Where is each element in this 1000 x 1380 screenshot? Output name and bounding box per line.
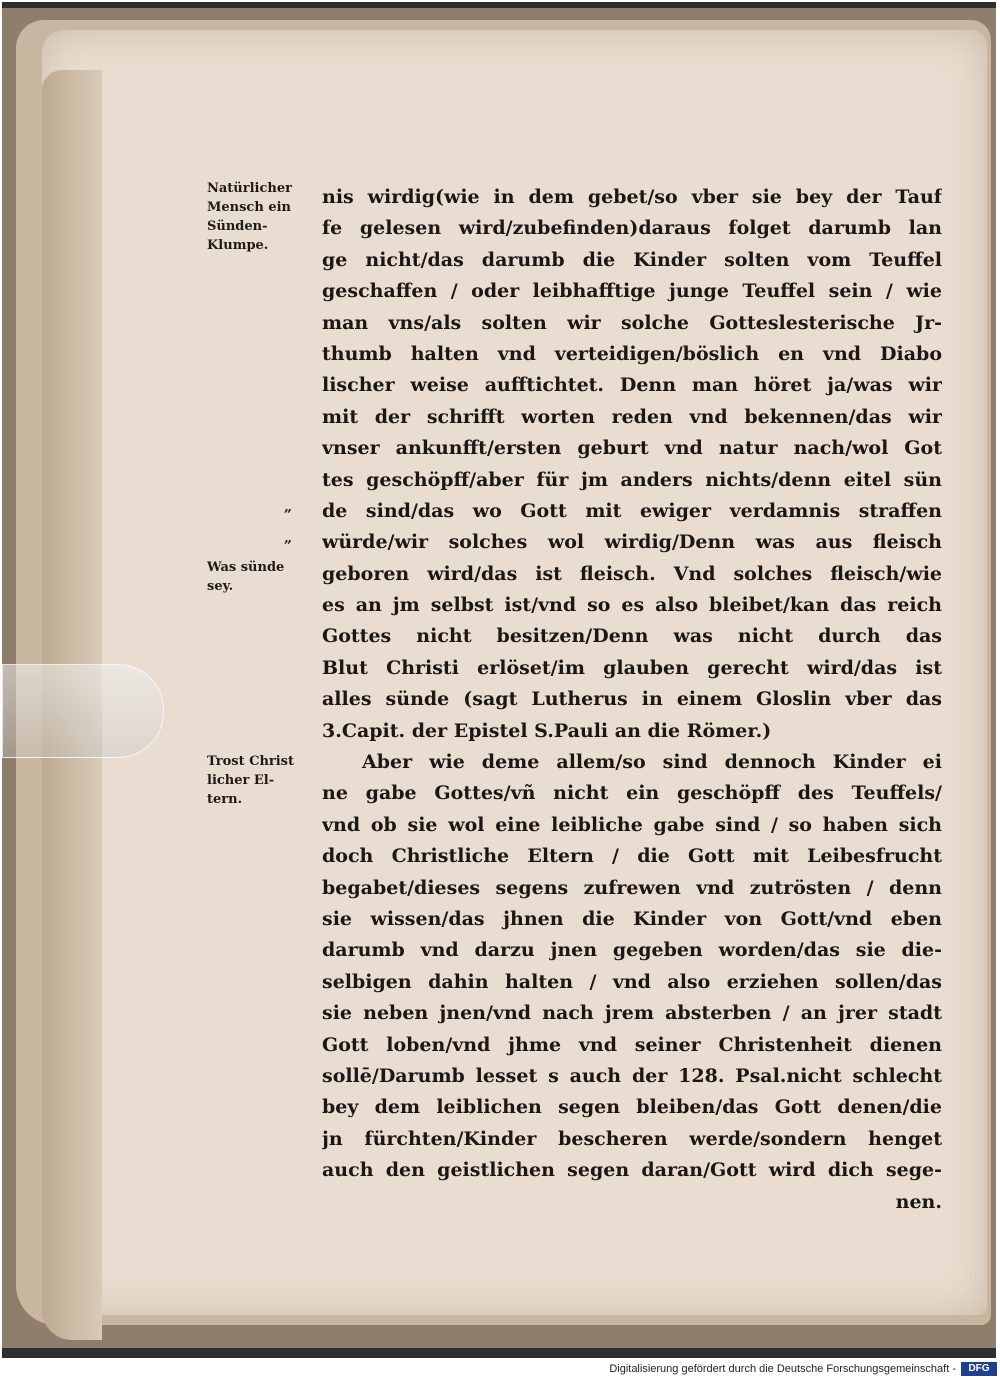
text-line: es an jm selbst ist/vnd so es also bleibet/kan das reich (322, 594, 942, 617)
footer-credit (0, 1360, 1000, 1380)
quote-mark: „ (284, 499, 293, 515)
text-line: begabet/dieses segens zufrewen vnd zutrösten / denn (322, 876, 942, 899)
margin-note-line: Sünden- (207, 219, 268, 234)
margin-note-line: licher El- (207, 773, 275, 788)
text-line: lischer weise aufftichtet. Denn man höret ja/was wir (322, 374, 942, 397)
margin-note-was-suende-sey (207, 558, 327, 596)
scanned-page-image (2, 2, 996, 1358)
dfg-logo: DFG (961, 1362, 997, 1376)
margin-note-line: Mensch ein (207, 200, 291, 215)
text-line: Gott loben/vnd jhme vnd seiner Christenheit dienen (322, 1033, 942, 1056)
text-line: geboren wird/das ist fleisch. Vnd solches fleisch/wie (322, 562, 942, 585)
text-line: sie neben jnen/vnd nach jrem absterben / an jrer stadt (322, 1002, 942, 1025)
text-line: auch den geistlichen segen daran/Gott wird dich sege- (322, 1159, 942, 1182)
footer-credit-text: Digitalisierung gefördert durch die Deutsche Forschungsgemeinschaft - (609, 1363, 956, 1375)
transparent-page-clip (2, 664, 164, 758)
margin-note-line: Natürlicher (207, 181, 292, 196)
margin-note-line: sey. (207, 579, 234, 594)
text-line: de sind/das wo Gott mit ewiger verdamnis straffen (322, 499, 942, 522)
text-line: ne gabe Gottes/vñ nicht ein geschöpff des Teuffels/ (322, 782, 942, 805)
text-line: tes geschöpff/aber für jm anders nichts/denn eitel sün (322, 468, 942, 491)
text-line: bey dem leiblichen segen bleiben/das Gott denen/die (322, 1096, 942, 1119)
text-line: ge nicht/das darumb die Kinder solten vom Teuffel (322, 248, 942, 271)
text-line: sie wissen/das jhnen die Kinder von Gott/vnd eben (322, 907, 942, 930)
margin-note-natuerlicher-mensch (207, 179, 327, 255)
text-line: mit der schrifft worten reden vnd bekennen/das wir (322, 405, 942, 428)
text-line: geschaffen / oder leibhafftige junge Teuffel sein / wie (322, 280, 942, 303)
margin-note-line: Klumpe. (207, 238, 269, 253)
text-line: Aber wie deme allem/so sind dennoch Kinder ei (362, 751, 942, 774)
margin-note-trost-christlicher-eltern (207, 752, 327, 809)
body-text (322, 182, 942, 1218)
text-line: alles sünde (sagt Lutherus in einem Gloslin vber das (322, 688, 942, 711)
margin-note-line: Was sünde (207, 560, 285, 575)
catchword: nen. (895, 1190, 942, 1213)
text-line: jn fürchten/Kinder bescheren werde/sondern henget (322, 1127, 942, 1150)
text-line: nis wirdig(wie in dem gebet/so vber sie bey der Tauf (322, 186, 942, 208)
margin-note-line: tern. (207, 792, 243, 807)
text-line: sollē/Darumb lesset s auch der 128. Psal.nicht schlecht (322, 1064, 942, 1087)
text-line: Blut Christi erlöset/im glauben gerecht wird/das ist (322, 656, 942, 679)
text-line: fe gelesen wird/zubefinden)daraus folget darumb lan (322, 217, 942, 240)
text-line: doch Christliche Eltern / die Gott mit Leibesfrucht (322, 845, 942, 868)
text-line: vnser ankunfft/ersten geburt vnd natur nach/wol Got (322, 437, 942, 460)
text-line: man vns/als solten wir solche Gotteslesterische Jr- (322, 311, 942, 334)
text-line: Gottes nicht besitzen/Denn was nicht durch das (322, 625, 942, 648)
margin-note-line: Trost Christ (207, 754, 295, 769)
text-line: vnd ob sie wol eine leibliche gabe sind / so haben sich (322, 813, 942, 836)
quote-mark: „ (284, 530, 293, 546)
text-line: darumb vnd darzu jnen gegeben worden/das sie die- (322, 939, 942, 962)
text-line: 3.Capit. der Epistel S.Pauli an die Römer.) (322, 719, 772, 742)
text-line: würde/wir solches wol wirdig/Denn was aus fleisch (322, 531, 942, 554)
text-line: selbigen dahin halten / vnd also erziehen sollen/das (322, 970, 942, 993)
text-line: thumb halten vnd verteidigen/böslich en vnd Diabo (322, 342, 942, 365)
